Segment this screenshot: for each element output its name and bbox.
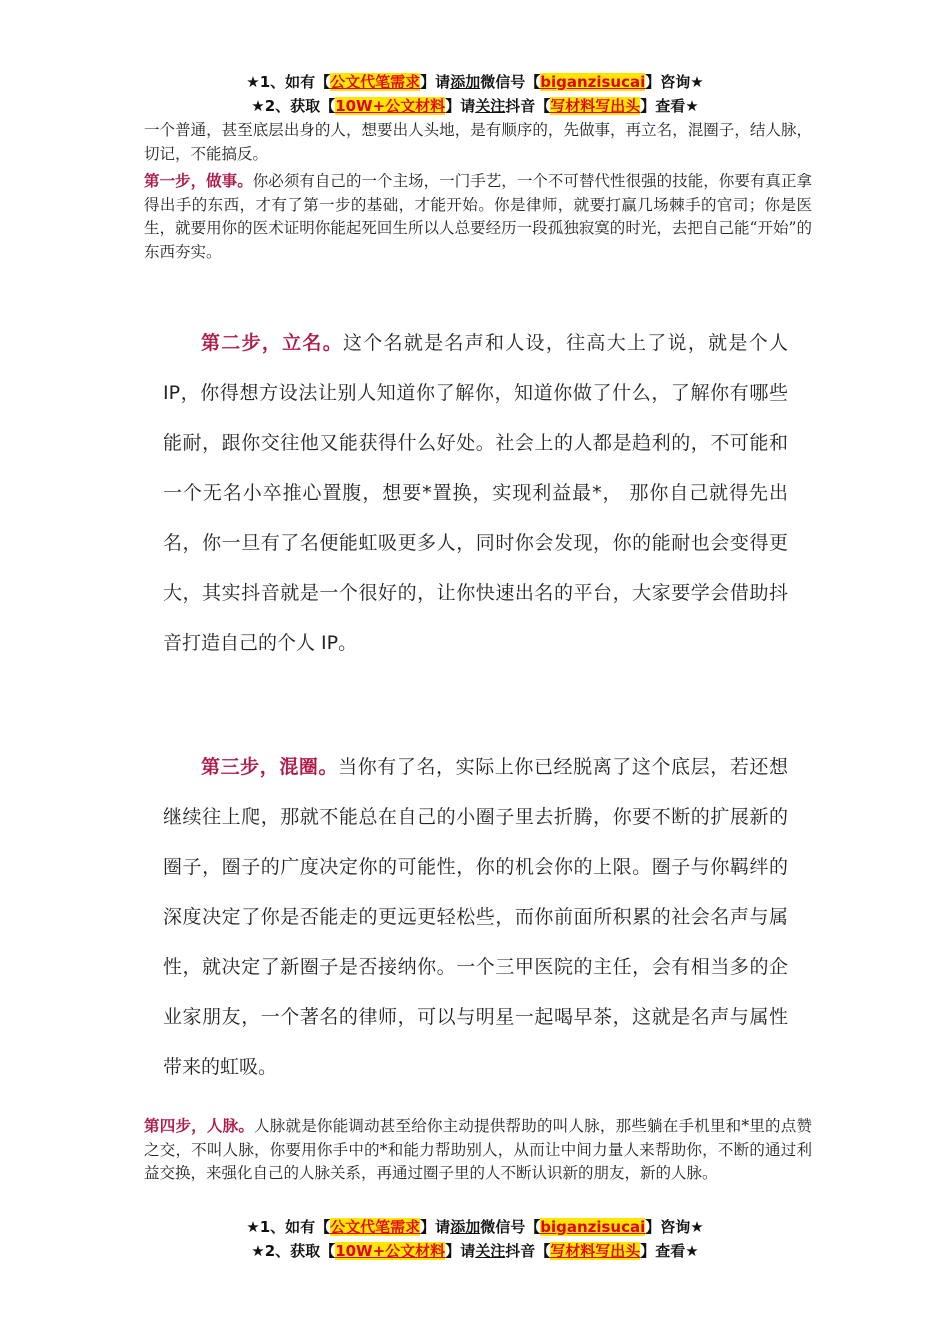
banner-text: 】请 — [420, 73, 451, 91]
banner-text: 抖音【 — [505, 1242, 551, 1260]
banner-text: 】查看★ — [640, 1242, 699, 1260]
highlight-douyin-id: 写材料写出头 — [550, 1242, 641, 1260]
underline-follow: 关注 — [475, 97, 506, 115]
step3-paragraph — [163, 742, 788, 1092]
banner-text: 微信号【 — [480, 1218, 541, 1236]
banner-text: 微信号【 — [480, 73, 541, 91]
step2-paragraph — [163, 318, 788, 668]
promo-banner-line-2-top — [0, 94, 950, 118]
banner-text: 】请 — [445, 97, 476, 115]
banner-text: 】请 — [445, 1242, 476, 1260]
highlight-wechat-id: biganzisucai — [540, 1218, 646, 1236]
intro-paragraph — [144, 119, 812, 166]
underline-add: 添加 — [450, 73, 481, 91]
highlight-materials: 10W+公文材料 — [335, 1242, 446, 1260]
banner-text: 抖音【 — [505, 97, 551, 115]
banner-text: 】咨询★ — [645, 73, 704, 91]
promo-banner-line-1-bottom — [0, 1215, 950, 1239]
highlight-materials: 10W+公文材料 — [335, 97, 446, 115]
highlight-service: 公文代笔需求 — [330, 73, 421, 91]
promo-banner-line-1-top — [0, 70, 950, 94]
step4-body: 人脉就是你能调动甚至给你主动提供帮助的叫人脉，那些躺在手机里和*里的点赞之交，不叫人脉，你要用你手中的*和能力帮助别人，从而让中间力量人来帮助你，不断的通过利益交换，来强化自己的人脉关系，再通过圈子里的人不断认识新的朋友，新的人脉。 — [144, 1117, 812, 1182]
step1-body: 你必须有自己的一个主场，一门手艺，一个不可替代性很强的技能，你要有真正拿得出手的东西，才有了第一步的基础，才能开始。你是律师，就要打赢几场棘手的官司；你是医生，就要用你的医术证明你能起死回生所以人总要经历一段孤独寂寞的时光，去把自己能“开始”的东西夯实。 — [144, 172, 812, 261]
underline-add: 添加 — [450, 1218, 481, 1236]
banner-text: ★1、如有【 — [246, 1218, 331, 1236]
step2-heading: 第二步，立名。 — [201, 332, 343, 354]
promo-banner-line-2-bottom — [0, 1239, 950, 1263]
step3-heading: 第三步，混圈。 — [201, 756, 339, 778]
underline-follow: 关注 — [475, 1242, 506, 1260]
intro-text: 一个普通，甚至底层出身的人，想要出人头地，是有顺序的，先做事，再立名，混圈子，结人脉，切记，不能搞反。 — [144, 121, 812, 163]
step4-heading: 第四步，人脉。 — [144, 1117, 255, 1135]
banner-text: 】查看★ — [640, 97, 699, 115]
step1-paragraph — [144, 170, 812, 264]
banner-text: ★2、获取【 — [251, 97, 336, 115]
banner-text: 】咨询★ — [645, 1218, 704, 1236]
highlight-douyin-id: 写材料写出头 — [550, 97, 641, 115]
banner-text: 】请 — [420, 1218, 451, 1236]
highlight-service: 公文代笔需求 — [330, 1218, 421, 1236]
step3-body: 当你有了名，实际上你已经脱离了这个底层，若还想继续往上爬，那就不能总在自己的小圈子里去折腾，你要不断的扩展新的圈子，圈子的广度决定你的可能性，你的机会你的上限。圈子与你羁绊的深度决定了你是否能走的更远更轻松些，而你前面所积累的社会名声与属性，就决定了新圈子是否接纳你。一个三甲医院的主任，会有相当多的企业家朋友，一个著名的律师，可以与明星一起喝早茶，这就是名声与属性带来的虹吸。 — [163, 756, 788, 1078]
highlight-wechat-id: biganzisucai — [540, 73, 646, 91]
banner-text: ★2、获取【 — [251, 1242, 336, 1260]
step1-heading: 第一步，做事。 — [144, 172, 253, 190]
step4-paragraph — [144, 1115, 812, 1186]
banner-text: ★1、如有【 — [246, 73, 331, 91]
step2-body: 这个名就是名声和人设，往高大上了说，就是个人 IP，你得想方设法让别人知道你了解你，知道你做了什么，了解你有哪些能耐，跟你交往他又能获得什么好处。社会上的人都是趋利的，不可能和一个无名小卒推心置腹，想要*置换，实现利益最*， 那你自己就得先出名，你一旦有了名便能虹吸更多人，同时你会发现，你的能耐也会变得更大，其实抖音就是一个很好的，让你快速出名的平台，大家要学会借助抖音打造自己的个人 IP。 — [163, 332, 788, 654]
